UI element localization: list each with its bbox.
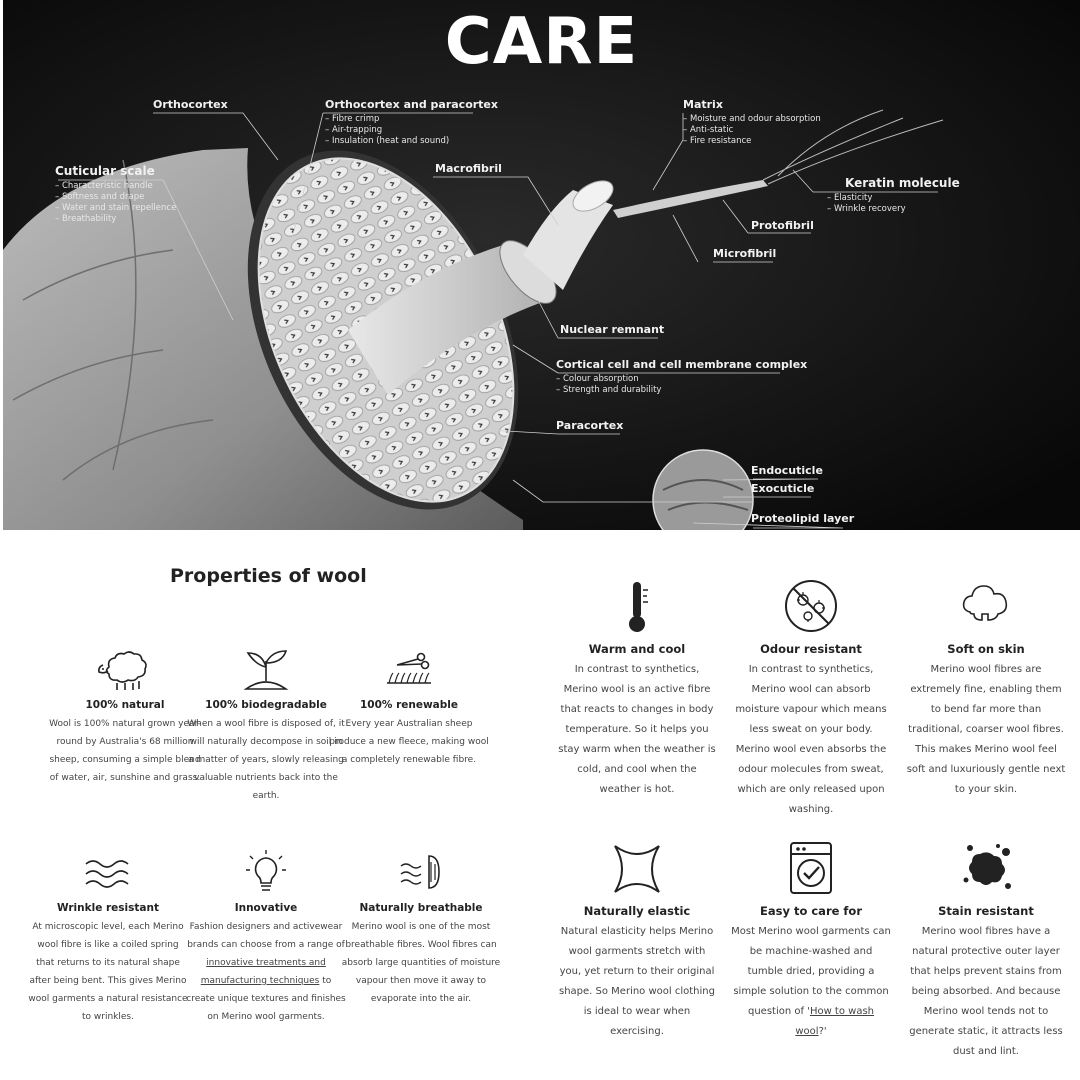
label-exocuticle: Exocuticle: [751, 482, 815, 495]
label-microfibril: Microfibril: [713, 247, 777, 260]
stain-icon: [956, 840, 1016, 898]
stretch-icon: [607, 840, 667, 898]
property-warm-and-cool: Warm and cool In contrast to synthetics, Merino wool is an active fibre that reacts to changes in body temperature. So it helps you stay warm when the weather is cold, and cool when the weather is hot.: [557, 578, 717, 800]
washing-machine-icon: [781, 840, 841, 898]
cloud-icon: [956, 578, 1016, 636]
property-naturally-breathable: Naturally breathable Merino wool is one of the most breathable fibres. Wool fibres can absorb large quantities of moisture vapour then move it away to evaporate into the air.: [341, 848, 501, 1008]
fibre-diagram: [3, 0, 1080, 530]
label-orthocortex: Orthocortex: [153, 98, 228, 111]
thermometer-icon: [607, 578, 667, 636]
label-macrofibril: Macrofibril: [435, 162, 502, 175]
label-matrix: Matrix – Moisture and odour absorption – Anti-static – Fire resistance: [683, 98, 821, 147]
breathable-icon: [391, 848, 451, 896]
label-orthocortex-paracortex: Orthocortex and paracortex – Fibre crimp – Air-trapping – Insulation (heat and sound): [325, 98, 498, 147]
property-100-biodegradable: 100% biodegradable When a wool fibre is disposed of, it will naturally decompose in soil in a matter of years, slowly releasing valuable nutrients back into the earth.: [186, 645, 346, 805]
shears-icon: [379, 645, 439, 693]
label-keratin-molecule: Keratin molecule – Elasticity – Wrinkle recovery: [827, 176, 960, 215]
label-nuclear-remnant: Nuclear remnant: [560, 323, 665, 336]
label-cuticular-scale: Cuticular scale – Characteristic handle – Softness and drape – Water and stain repellence – Breathability: [55, 164, 176, 225]
section-title: Properties of wool: [170, 565, 367, 587]
label-proteolipid-layer: Proteolipid layer: [751, 512, 855, 525]
property-soft-on-skin: Soft on skin Merino wool fibres are extremely fine, enabling them to bend far more than traditional, coarser wool fibres. This makes Merino wool feel soft and luxuriously gentle next to your skin.: [906, 578, 1066, 800]
property-100-natural: 100% natural Wool is 100% natural grown year-round by Australia's 68 million sheep, consuming a simple blend of water, air, sunshine and grass.: [45, 645, 205, 787]
property-easy-to-care-for: Easy to care for Most Merino wool garments can be machine-washed and tumble dried, providing a simple solution to the common question of 'How to wash wool?': [731, 840, 891, 1042]
property-stain-resistant: Stain resistant Merino wool fibres have a natural protective outer layer that helps prevent stains from being absorbed. And because Merino wool tends not to generate static, it attracts less dust and lint.: [906, 840, 1066, 1062]
seedling-icon: [236, 645, 296, 693]
label-cortical-cell: Cortical cell and cell membrane complex – Colour absorption – Strength and durability: [556, 358, 807, 396]
label-protofibril: Protofibril: [751, 219, 814, 232]
property-100-renewable: 100% renewable Every year Australian sheep produce a new fleece, making wool a completely renewable fibre.: [329, 645, 489, 769]
property-odour-resistant: Odour resistant In contrast to synthetics, Merino wool can absorb moisture vapour which means less sweat on your body. Merino wool even absorbs the odour molecules from sweat, which are only released upon washing.: [731, 578, 891, 820]
innovative-treatments-link[interactable]: innovative treatments and manufacturing techniques: [200, 958, 326, 986]
property-wrinkle-resistant: Wrinkle resistant At microscopic level, each Merino wool fibre is like a coiled spring that returns to its natural shape after being bent. This gives Merino wool garments a natural resistance to wrinkles.: [28, 848, 188, 1026]
label-endocuticle: Endocuticle: [751, 464, 823, 477]
lightbulb-icon: [236, 848, 296, 896]
property-innovative: Innovative Fashion designers and activewear brands can choose from a range of innovative treatments and manufacturing techniques to create unique textures and finishes on Merino wool garments.: [186, 848, 346, 1026]
no-bacteria-icon: [781, 578, 841, 636]
sheep-icon: [95, 645, 155, 693]
waves-icon: [78, 848, 138, 896]
how-to-wash-wool-link[interactable]: How to wash wool: [795, 1006, 875, 1037]
label-paracortex: Paracortex: [556, 419, 624, 432]
property-naturally-elastic: Naturally elastic Natural elasticity helps Merino wool garments stretch with you, yet return to their original shape. So Merino wool clothing is ideal to wear when exercising.: [557, 840, 717, 1042]
page-title: CARE: [444, 5, 639, 79]
